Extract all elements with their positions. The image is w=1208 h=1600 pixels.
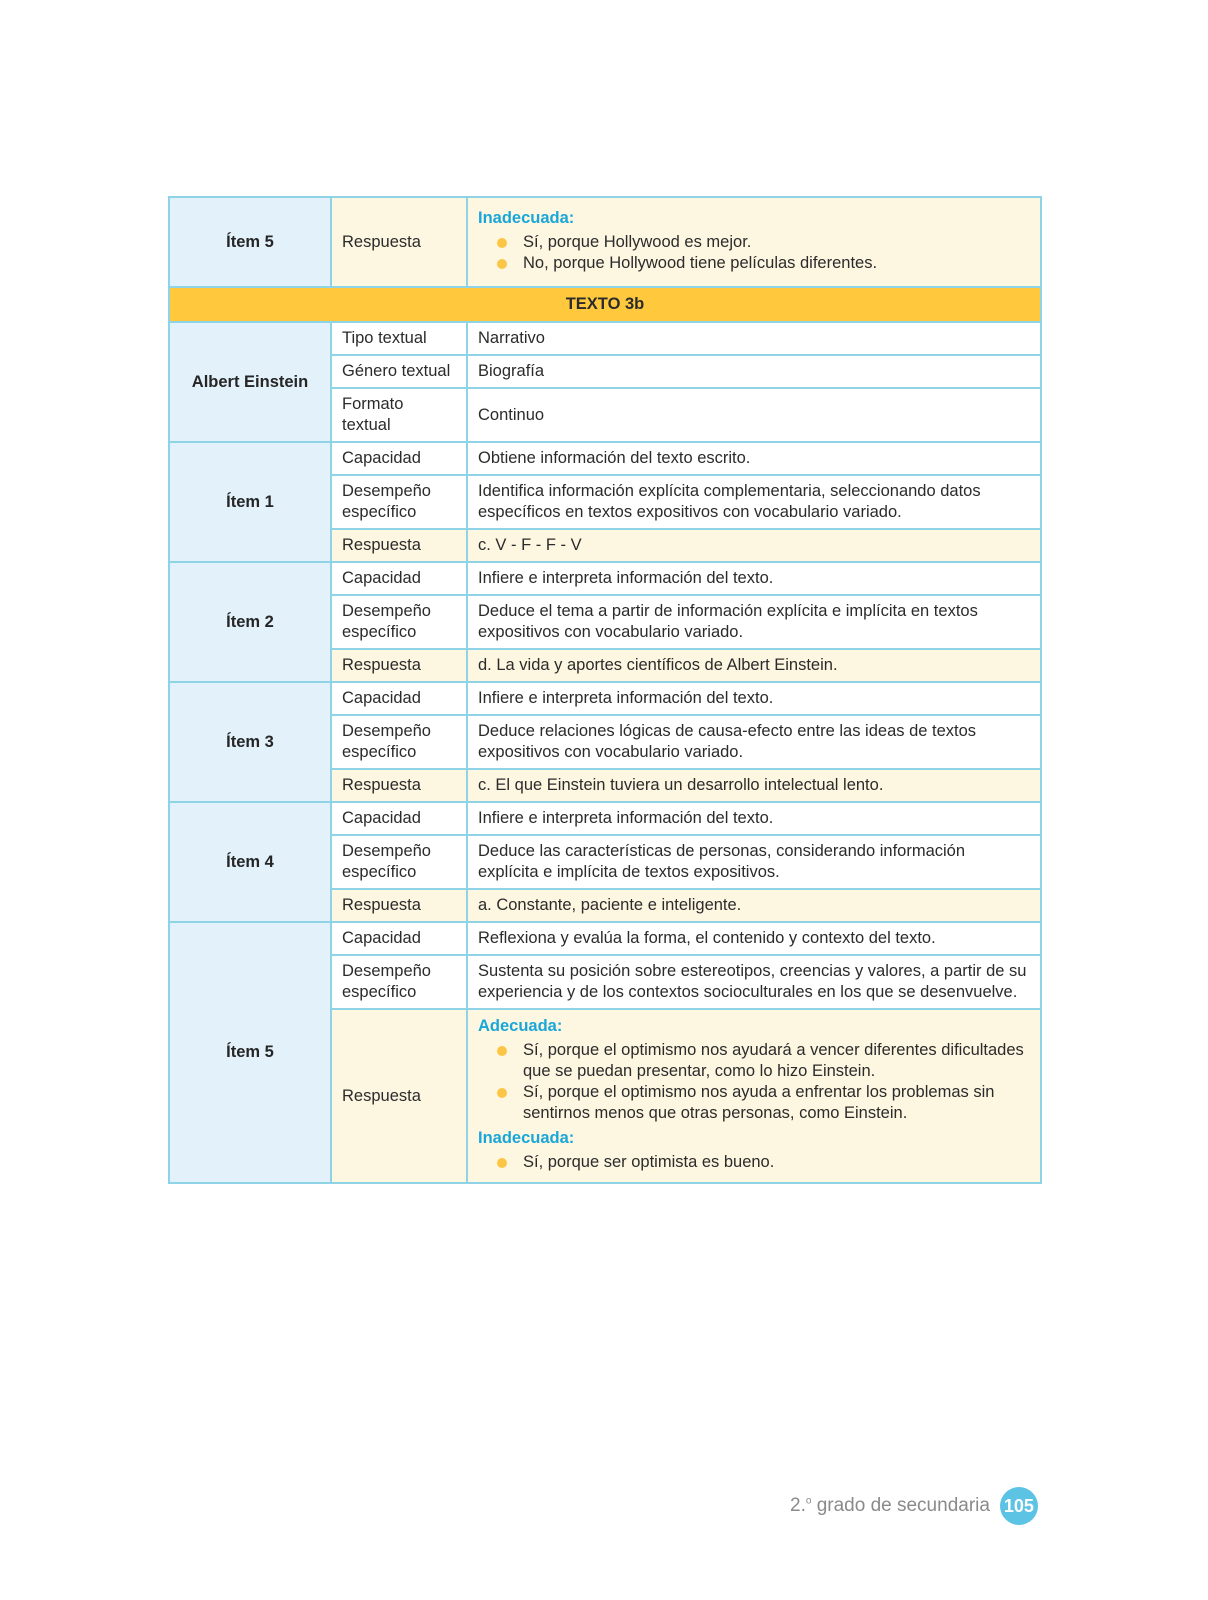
text-title: Albert Einstein: [169, 322, 331, 442]
row-value: Obtiene información del texto escrito.: [467, 442, 1041, 475]
row-label: Respuesta: [331, 649, 467, 682]
list-item: Sí, porque el optimismo nos ayuda a enfrentar los problemas sin sentirnos menos que otras personas, como Einstein.: [478, 1082, 1030, 1124]
row-value: Narrativo: [467, 322, 1041, 355]
item-name: Ítem 2: [169, 562, 331, 682]
page-number-badge: 105: [1000, 1487, 1038, 1525]
bullet-icon: [497, 1158, 507, 1168]
row-value: d. La vida y aportes científicos de Albert Einstein.: [467, 649, 1041, 682]
row-label: Desempeño específico: [331, 475, 467, 529]
item-name: Ítem 3: [169, 682, 331, 802]
table-row: [169, 197, 1041, 287]
row-label: Género textual: [331, 355, 467, 388]
row-label: Respuesta: [331, 889, 467, 922]
row-value: c. V - F - F - V: [467, 529, 1041, 562]
inadequate-title: Inadecuada:: [478, 1129, 575, 1147]
bullet-icon: [497, 1046, 507, 1056]
table-row: [169, 562, 1041, 595]
row-value: Reflexiona y evalúa la forma, el contenido y contexto del texto.: [467, 922, 1041, 955]
row-value: Continuo: [467, 388, 1041, 442]
row-value: Sustenta su posición sobre estereotipos, creencias y valores, a partir de su experiencia y de los contextos socioculturales en los que se desenvuelve.: [467, 955, 1041, 1009]
list-item: Sí, porque Hollywood es mejor.: [478, 232, 1030, 253]
row-label: Formato textual: [331, 388, 467, 442]
row-label: Capacidad: [331, 442, 467, 475]
row-value: c. El que Einstein tuviera un desarrollo intelectual lento.: [467, 769, 1041, 802]
list-item: Sí, porque ser optimista es bueno.: [478, 1152, 1030, 1173]
row-label: Desempeño específico: [331, 595, 467, 649]
row-label: Tipo textual: [331, 322, 467, 355]
row-label: Capacidad: [331, 682, 467, 715]
row-value: Deduce las características de personas, considerando información explícita e implícita de textos expositivos.: [467, 835, 1041, 889]
table-row: [169, 322, 1041, 355]
answer-cell: [467, 1009, 1041, 1183]
evaluation-table: [168, 196, 1042, 1184]
row-label: Desempeño específico: [331, 955, 467, 1009]
section-title: TEXTO 3b: [169, 287, 1041, 322]
row-value: Biografía: [467, 355, 1041, 388]
bullet-icon: [497, 1088, 507, 1098]
row-value: Infiere e interpreta información del texto.: [467, 562, 1041, 595]
row-value: a. Constante, paciente e inteligente.: [467, 889, 1041, 922]
row-label: Capacidad: [331, 562, 467, 595]
item-name: Ítem 4: [169, 802, 331, 922]
bullet-icon: [497, 238, 507, 248]
row-label: Respuesta: [331, 529, 467, 562]
list-item: No, porque Hollywood tiene películas diferentes.: [478, 253, 1030, 274]
table-row: [169, 442, 1041, 475]
grade-label: 2.$^o$ grado de secundaria: [790, 1495, 990, 1516]
row-value: Deduce el tema a partir de información explícita e implícita en textos expositivos con vocabulario variado.: [467, 595, 1041, 649]
adequate-title: Adecuada:: [478, 1017, 563, 1035]
item-name: Ítem 1: [169, 442, 331, 562]
table-row: [169, 682, 1041, 715]
list-item: Sí, porque el optimismo nos ayudará a vencer diferentes dificultades que se puedan presentar, como lo hizo Einstein.: [478, 1040, 1030, 1082]
row-label: Desempeño específico: [331, 715, 467, 769]
section-header-row: [169, 287, 1041, 322]
row-label: Capacidad: [331, 922, 467, 955]
row-value: Deduce relaciones lógicas de causa-efecto entre las ideas de textos expositivos con vocabulario variado.: [467, 715, 1041, 769]
bullet-icon: [497, 259, 507, 269]
page-footer: [790, 1487, 1038, 1525]
item-name: Ítem 5: [169, 197, 331, 287]
inadequate-list: [478, 232, 1030, 274]
row-label: Desempeño específico: [331, 835, 467, 889]
answer-cell: [467, 197, 1041, 287]
row-value: Identifica información explícita complementaria, seleccionando datos específicos en textos expositivos con vocabulario variado.: [467, 475, 1041, 529]
inadequate-title: Inadecuada:: [478, 208, 575, 227]
row-label: Respuesta: [331, 769, 467, 802]
table-row: [169, 802, 1041, 835]
table-row: [169, 922, 1041, 955]
row-label: Respuesta: [331, 197, 467, 287]
row-value: Infiere e interpreta información del texto.: [467, 682, 1041, 715]
adequate-list: [478, 1040, 1030, 1124]
inadequate-list: [478, 1152, 1030, 1173]
row-label: Respuesta: [331, 1009, 467, 1183]
row-label: Capacidad: [331, 802, 467, 835]
item-name: Ítem 5: [169, 922, 331, 1183]
row-value: Infiere e interpreta información del texto.: [467, 802, 1041, 835]
